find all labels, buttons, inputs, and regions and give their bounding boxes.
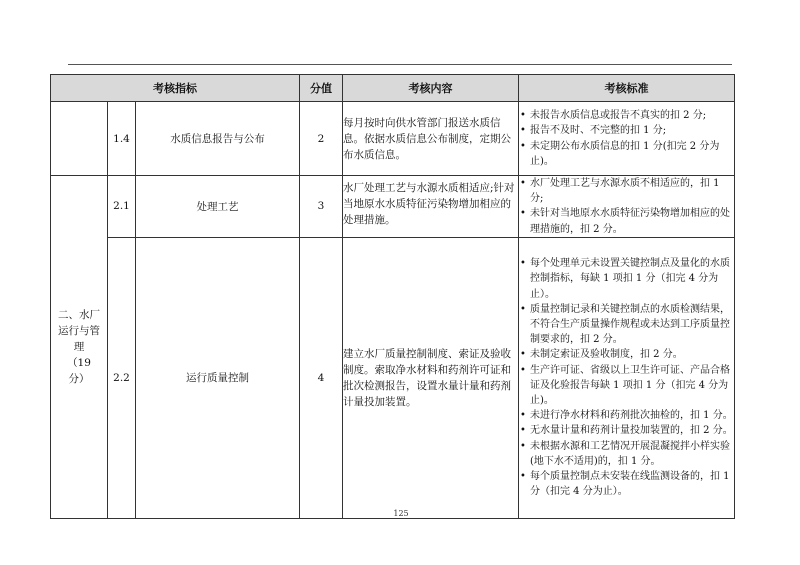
header-indicator: 考核指标 [51, 75, 300, 102]
item-score: 2 [300, 102, 343, 176]
criteria-item: • 水厂处理工艺与水源水质不相适应的，扣 1 分; [519, 176, 734, 206]
criteria-item: • 质量控制记录和关键控制点的水质检测结果，不符合生产质量操作规程或未达到工序质量控制要求的，扣 2 分。 [519, 302, 734, 348]
criteria-item: • 生产许可证、省级以上卫生许可证、产品合格证及化验报告每缺 1 项扣 1 分（扣完 4 分为止)。 [519, 363, 734, 409]
header-content: 考核内容 [343, 75, 519, 102]
category-line: 二、水厂 [58, 308, 100, 321]
item-score: 4 [300, 237, 343, 518]
item-name: 处理工艺 [136, 176, 300, 238]
item-name: 运行质量控制 [136, 237, 300, 518]
criteria-item: • 每个处理单元未设置关键控制点及量化的水质控制指标，每缺 1 项扣 1 分（扣完 4 分为止）。 [519, 256, 734, 302]
category-line: 运行与管 [58, 324, 100, 337]
item-score: 3 [300, 176, 343, 238]
criteria-item: • 未定期公布水质信息的扣 1 分(扣完 2 分为止)。 [519, 139, 734, 169]
criteria-item: • 报告不及时、不完整的扣 1 分; [519, 123, 734, 138]
category-line: 理 [73, 340, 85, 353]
item-number: 2.2 [108, 237, 136, 518]
criteria-item: • 每个质量控制点未安装在线监测设备的，扣 1 分（扣完 4 分为止）。 [519, 469, 734, 499]
table-row [51, 176, 735, 238]
item-content: 建立水厂质量控制制度、索证及验收制度。索取净水材料和药剂许可证和批次检测报告，设置水量计量和药剂计量投加装置。 [343, 237, 519, 518]
page-number: 125 [393, 509, 409, 518]
criteria-item: • 未针对当地原水水质特征污染物增加相应的处理措施的，扣 2 分。 [519, 206, 734, 236]
table-header-row [51, 75, 735, 102]
item-content: 每月按时向供水管部门报送水质信息。依据水质信息公布制度，定期公布水质信息。 [343, 102, 519, 176]
criteria-item: • 未制定索证及验收制度，扣 2 分。 [519, 347, 734, 362]
item-content: 水厂处理工艺与水源水质相适应;针对当地原水水质特征污染物增加相应的处理措施。 [343, 176, 519, 238]
criteria-item: • 未进行净水材料和药剂批次抽检的，扣 1 分。 [519, 408, 734, 423]
table-row [51, 237, 735, 518]
item-name: 水质信息报告与公布 [136, 102, 300, 176]
item-criteria [519, 176, 735, 238]
item-criteria [519, 237, 735, 518]
assessment-table [50, 74, 735, 519]
item-number: 2.1 [108, 176, 136, 238]
table-row [51, 102, 735, 176]
header-standard: 考核标准 [519, 75, 735, 102]
category-cell-empty [51, 102, 108, 176]
category-line: 分） [68, 372, 90, 385]
item-number: 1.4 [108, 102, 136, 176]
criteria-item: • 未根据水源和工艺情况开展混凝搅拌小样实验(地下水不适用)的，扣 1 分。 [519, 439, 734, 469]
category-line: （19 [67, 356, 91, 369]
criteria-item: • 无水量计量和药剂计量投加装置的，扣 2 分。 [519, 423, 734, 438]
criteria-item: • 未报告水质信息或报告不真实的扣 2 分; [519, 108, 734, 123]
header-score: 分值 [300, 75, 343, 102]
header-rule [68, 64, 732, 65]
category-cell [51, 176, 108, 519]
item-criteria [519, 102, 735, 176]
